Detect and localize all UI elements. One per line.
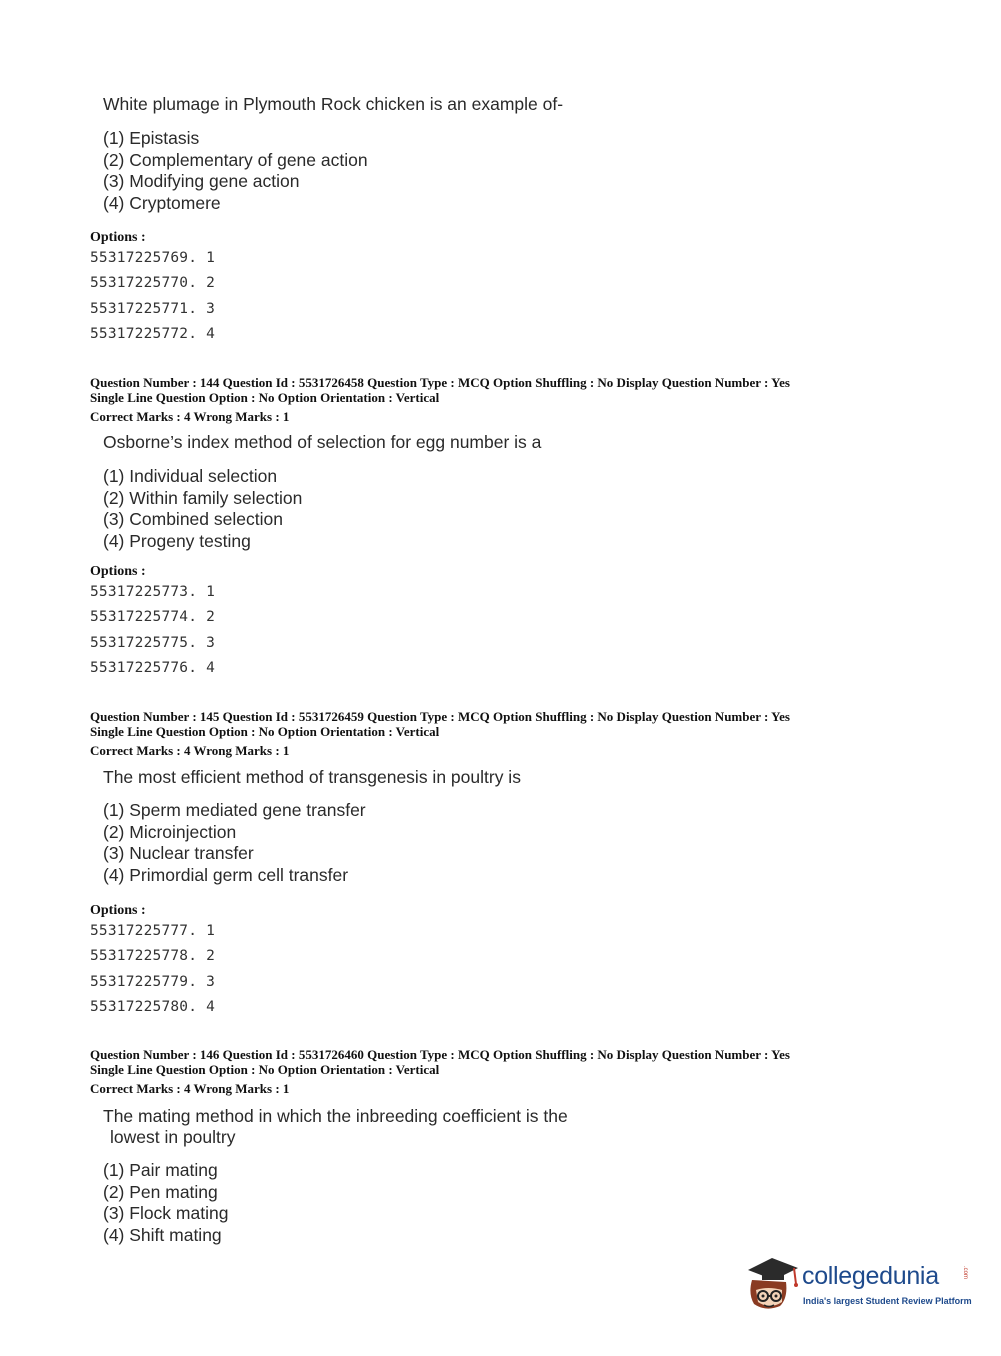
choice-list bbox=[103, 800, 366, 887]
choice-item: (3) Nuclear transfer bbox=[103, 843, 254, 864]
choice-item: (1) Pair mating bbox=[103, 1160, 218, 1180]
choice-item: (3) Flock mating bbox=[103, 1203, 229, 1224]
options-label: Options : bbox=[90, 903, 146, 918]
question-meta-line: Question Number : 145 Question Id : 5531726459 Question Type : MCQ Option Shuffling : No Display Question Number : Yes bbox=[90, 709, 790, 724]
collegedunia-logo[interactable] bbox=[742, 1250, 972, 1316]
choice-item: (1) Sperm mediated gene transfer bbox=[103, 800, 366, 820]
question-meta-line: Single Line Question Option : No Option Orientation : Vertical bbox=[90, 724, 440, 739]
logo-domain: .com bbox=[962, 1266, 968, 1280]
options-label: Options : bbox=[90, 564, 146, 579]
logo-wordmark: collegedunia bbox=[802, 1262, 939, 1290]
choice-item: (2) Within family selection bbox=[103, 487, 303, 508]
question-meta-line: Single Line Question Option : No Option Orientation : Vertical bbox=[90, 390, 440, 405]
marks-line: Correct Marks : 4 Wrong Marks : 1 bbox=[90, 1081, 290, 1096]
question-meta-line: Question Number : 146 Question Id : 5531726460 Question Type : MCQ Option Shuffling : No Display Question Number : Yes bbox=[90, 1047, 790, 1062]
question-meta bbox=[90, 709, 950, 758]
option-id: 55317225774. 2 bbox=[90, 609, 216, 626]
option-id: 55317225776. 4 bbox=[90, 659, 216, 676]
choice-item: (2) Microinjection bbox=[103, 821, 237, 842]
choice-item: (4) Cryptomere bbox=[103, 193, 221, 214]
option-id: 55317225771. 3 bbox=[90, 300, 216, 317]
question-meta bbox=[90, 375, 950, 424]
question-text-line: lowest in poultry bbox=[110, 1127, 236, 1147]
option-id: 55317225772. 4 bbox=[90, 325, 216, 342]
choice-item: (4) Shift mating bbox=[103, 1225, 222, 1246]
choice-item: (4) Progeny testing bbox=[103, 531, 251, 552]
options-label: Options : bbox=[90, 230, 146, 245]
question-text: Osborne’s index method of selection for egg number is a bbox=[103, 432, 542, 452]
choice-item: (3) Combined selection bbox=[103, 509, 283, 530]
option-id: 55317225773. 1 bbox=[90, 584, 216, 600]
question-text bbox=[103, 1106, 723, 1148]
question-meta-line: Single Line Question Option : No Option Orientation : Vertical bbox=[90, 1062, 440, 1077]
logo-tagline: India's largest Student Review Platform bbox=[803, 1296, 972, 1306]
choice-list bbox=[103, 466, 302, 553]
choice-item: (2) Pen mating bbox=[103, 1181, 218, 1202]
choice-item: (2) Complementary of gene action bbox=[103, 149, 368, 170]
question-text: White plumage in Plymouth Rock chicken is an example of- bbox=[103, 94, 564, 114]
marks-line: Correct Marks : 4 Wrong Marks : 1 bbox=[90, 743, 290, 758]
question-meta bbox=[90, 1047, 950, 1096]
option-id: 55317225779. 3 bbox=[90, 973, 216, 990]
option-id-list bbox=[90, 919, 215, 1020]
option-id: 55317225775. 3 bbox=[90, 634, 216, 651]
choice-item: (4) Primordial germ cell transfer bbox=[103, 865, 349, 886]
option-id: 55317225769. 1 bbox=[90, 250, 216, 266]
question-meta-line: Question Number : 144 Question Id : 5531726458 Question Type : MCQ Option Shuffling : No Display Question Number : Yes bbox=[90, 375, 790, 390]
option-id-list bbox=[90, 246, 215, 347]
mascot-icon bbox=[742, 1250, 802, 1316]
option-id: 55317225777. 1 bbox=[90, 923, 216, 939]
option-id: 55317225770. 2 bbox=[90, 275, 216, 292]
choice-list bbox=[103, 1160, 228, 1247]
option-id: 55317225780. 4 bbox=[90, 998, 216, 1015]
marks-line: Correct Marks : 4 Wrong Marks : 1 bbox=[90, 409, 290, 424]
choice-item: (1) Individual selection bbox=[103, 466, 278, 486]
option-id-list bbox=[90, 580, 215, 681]
choice-item: (3) Modifying gene action bbox=[103, 171, 300, 192]
option-id: 55317225778. 2 bbox=[90, 948, 216, 965]
question-text-line: The mating method in which the inbreeding coefficient is the bbox=[103, 1106, 568, 1126]
choice-item: (1) Epistasis bbox=[103, 128, 200, 148]
question-text: The most efficient method of transgenesis in poultry is bbox=[103, 767, 521, 787]
choice-list bbox=[103, 128, 368, 215]
